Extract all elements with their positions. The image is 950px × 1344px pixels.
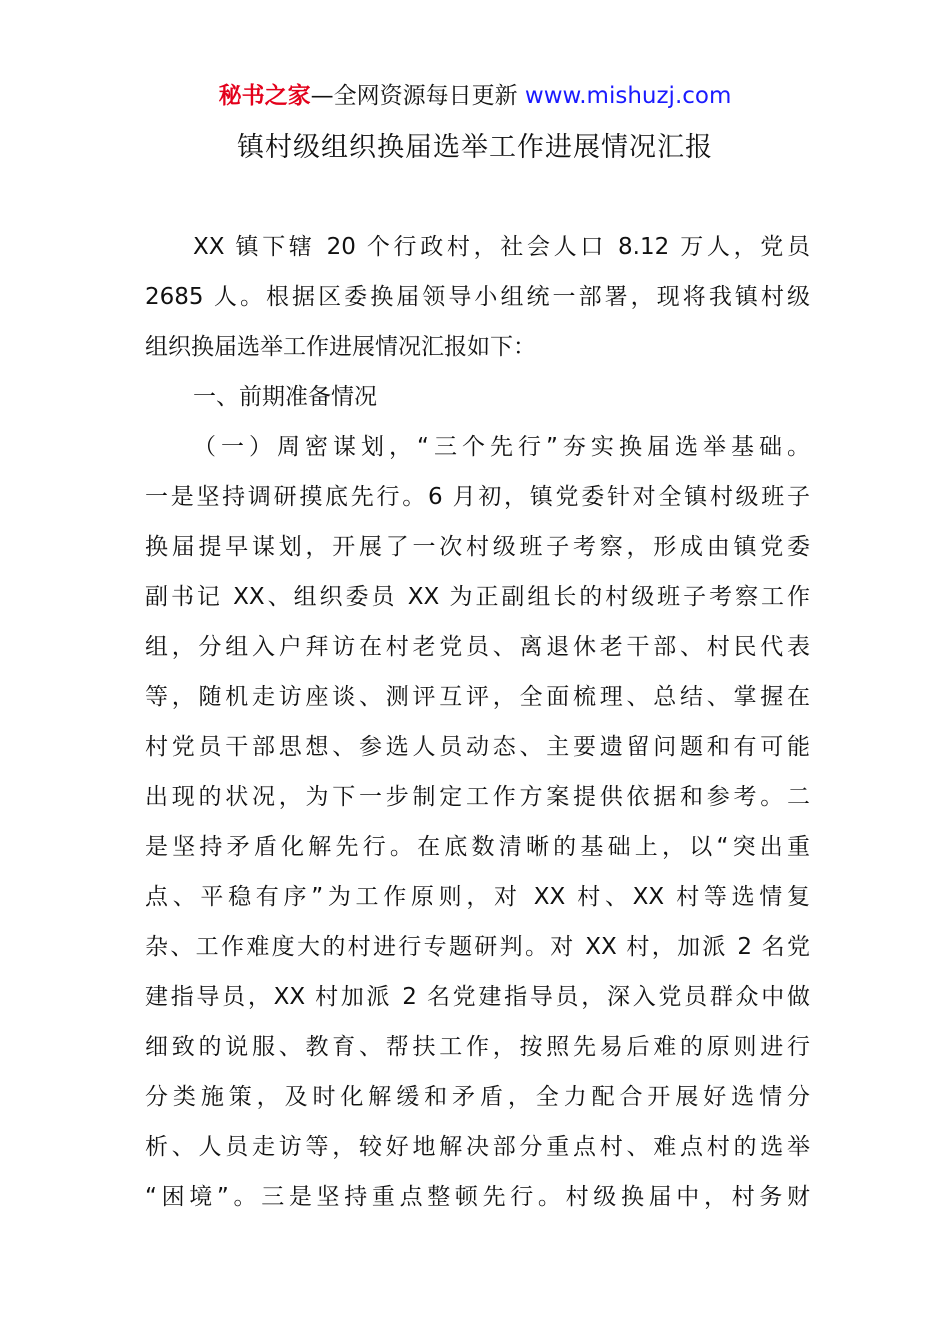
body-line: 换届提早谋划，开展了一次村级班子考察，形成由镇党委 (145, 534, 810, 560)
header-tagline: —全网资源每日更新 (310, 83, 525, 109)
body-line: 村党员干部思想、参选人员动态、主要遗留问题和有可能 (145, 734, 810, 760)
body-line: 是坚持矛盾化解先行。在底数清晰的基础上，以“突出重 (145, 834, 810, 860)
body-line: 分类施策，及时化解缓和矛盾，全力配合开展好选情分 (145, 1084, 810, 1110)
body-line: 建指导员，XX 村加派 2 名党建指导员，深入党员群众中做 (145, 984, 810, 1010)
body-line: 组织换届选举工作进展情况汇报如下： (145, 334, 536, 360)
site-url-link[interactable]: www.mishuzj.com (524, 83, 732, 109)
document-body (145, 222, 810, 1222)
body-line: 一是坚持调研摸底先行。6 月初，镇党委针对全镇村级班子 (145, 484, 810, 510)
body-line: 点、平稳有序”为工作原则，对 XX 村、XX 村等选情复 (145, 884, 810, 910)
body-line: XX 镇下辖 20 个行政村，社会人口 8.12 万人，党员 (193, 234, 810, 260)
body-line: 副书记 XX、组织委员 XX 为正副组长的村级班子考察工作 (145, 584, 810, 610)
brand-name: 秘书之家 (218, 83, 311, 109)
body-line: 2685 人。根据区委换届领导小组统一部署，现将我镇村级 (145, 284, 810, 310)
body-line: 细致的说服、教育、帮扶工作，按照先易后难的原则进行 (145, 1034, 810, 1060)
body-line: 等，随机走访座谈、测评互评，全面梳理、总结、掌握在 (145, 684, 810, 710)
subsection-heading: （一）周密谋划，“三个先行”夯实换届选举基础。 (193, 434, 810, 460)
body-line: “困境”。三是坚持重点整顿先行。村级换届中，村务财 (145, 1184, 810, 1210)
body-line: 组，分组入户拜访在村老党员、离退休老干部、村民代表 (145, 634, 810, 660)
body-line: 出现的状况，为下一步制定工作方案提供依据和参考。二 (145, 784, 810, 810)
section-heading: 一、前期准备情况 (193, 384, 377, 410)
site-header (0, 80, 950, 112)
body-line: 析、人员走访等，较好地解决部分重点村、难点村的选举 (145, 1134, 810, 1160)
document-title: 镇村级组织换届选举工作进展情况汇报 (237, 132, 713, 163)
body-line: 杂、工作难度大的村进行专题研判。对 XX 村，加派 2 名党 (145, 934, 810, 960)
